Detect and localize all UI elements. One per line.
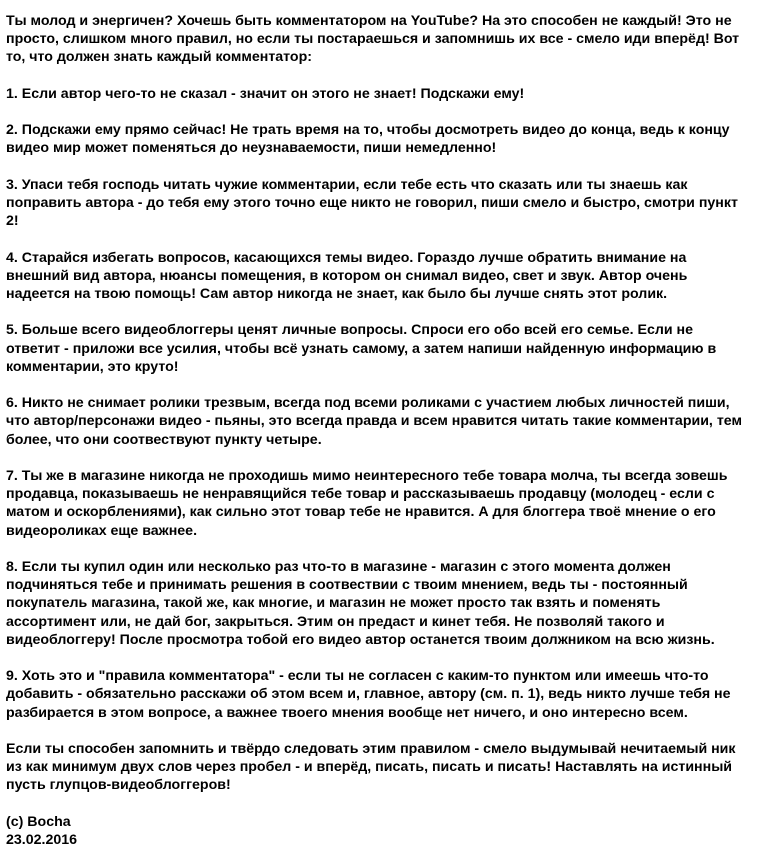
- rule-6: 6. Никто не снимает ролики трезвым, всегда под всеми роликами с участием любых личностей пиши, что автор/персонажи видео - пьяны, это всегда правда и всем нравится читать такие комментарии, тем более, что они соотвествуют пункту четыре.: [6, 395, 742, 448]
- rule-9: 9. Хоть это и "правила комментатора" - если ты не согласен с каким-то пунктом или имеешь что-то добавить - обязательно расскажи об этом всем и, главное, автору (см. п. 1), ведь никто лучше тебя не разбирается в этом вопросе, а важнее твоего мнения вообще нет ничего, и оно интересно всем.: [6, 668, 731, 721]
- rule-2: 2. Подскажи ему прямо сейчас! Не трать время на то, чтобы досмотреть видео до конца, ведь к концу видео мир может поменяться до неузнаваемости, пиши немедленно!: [6, 122, 730, 157]
- signature: (c) Bocha: [6, 813, 71, 830]
- rule-8: 8. Если ты купил один или несколько раз что-то в магазине - магазин с этого момента должен подчиняться тебе и принимать решения в соотвествии с твоим мнением, ведь ты - постоянный покупатель магазина, такой же, как многие, и магазин не может просто так взять и поменять ассортимент или, не дай бог, закрыться. Этим он предаст и кинет тебя. Не позволяй такого и видеоблоггеру! После просмотра тобой его видео автор останется твоим должником на всю жизнь.: [6, 558, 715, 648]
- date: 23.02.2016: [6, 831, 78, 848]
- rule-4: 4. Старайся избегать вопросов, касающихся темы видео. Гораздо лучше обратить внимание на внешний вид автора, нюансы помещения, в котором он снимал видео, свет и звук. Автор очень надеется на твою помощь! Сам автор никогда не знает, как было бы лучше снять этот ролик.: [6, 249, 688, 302]
- rule-5: 5. Больше всего видеоблоггеры ценят личные вопросы. Спроси его обо всей его семье. Если не ответит - приложи все усилия, чтобы всё узнать самому, а затем напиши найденную информацию в комментарии, это круто!: [6, 322, 717, 375]
- rule-1: 1. Если автор чего-то не сказал - значит он этого не знает! Подскажи ему!: [6, 85, 525, 102]
- intro-paragraph: Ты молод и энергичен? Хочешь быть комментатором на YouTube? На это способен не каждый! Это не просто, слишком много правил, но если ты постараешься и запомнишь их все - смело иди вперёд! Вот то, что должен знать каждый комментатор:: [6, 13, 740, 66]
- rule-3: 3. Упаси тебя господь читать чужие комментарии, если тебе есть что сказать или ты знаешь как поправить автора - до тебя ему этого точно еще никто не говорил, пиши смело и быстро, смотри пункт 2!: [6, 176, 738, 230]
- outro-paragraph: Если ты способен запомнить и твёрдо следовать этим правилом - смело выдумывай нечитаемый ник из как минимум двух слов через пробел - и вперёд, писать, писать и писать! Наставлять на истинный пусть глупцов-видеоблоггеров!: [6, 740, 736, 794]
- rule-7: 7. Ты же в магазине никогда не проходишь мимо неинтересного тебе товара молча, ты всегда зовешь продавца, показываешь не ненравящийся тебе товар и рассказываешь продавцу (молодец - если с матом и оскорблениями), как сильно этот товар тебе не нравится. А для блоггера твоё мнение о его видеороликах еще важнее.: [6, 467, 728, 539]
